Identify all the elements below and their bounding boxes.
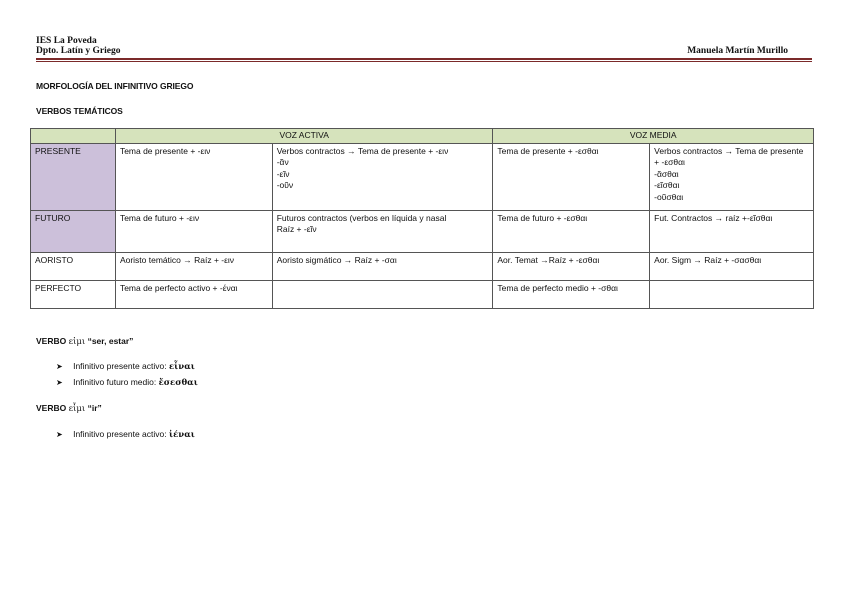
cell-media-1: Tema de futuro + -εσθαι: [493, 210, 650, 252]
table-row: [31, 210, 814, 252]
cell-line: Aor. Sigm → Raíz + -σασθαι: [654, 254, 762, 265]
cell-activa-2: [272, 143, 493, 210]
cell-line: -εῖν: [276, 168, 290, 179]
list-item: [56, 377, 198, 388]
row-label-presente: PRESENTE: [31, 143, 116, 210]
verbo-greek: εἰμι: [68, 337, 86, 347]
arrowhead-bullet-icon: ➤: [56, 378, 63, 387]
list-item: [56, 361, 195, 372]
item-label: Infinitivo presente activo:: [73, 361, 167, 371]
row-label-aoristo: AORISTO: [31, 252, 116, 280]
cell-activa-2: [272, 280, 493, 308]
header-rule: [36, 58, 812, 60]
infinitive-table: [30, 128, 814, 309]
cell-line: -οῦν: [276, 180, 294, 190]
row-label-futuro: FUTURO: [31, 210, 116, 252]
cell-activa-1: Tema de futuro + -ειν: [115, 210, 272, 252]
cell-line: Verbos contractos → Tema de presente + -ειν: [276, 145, 449, 156]
verbo-prefix: VERBO: [36, 336, 67, 346]
cell-activa-1: Tema de perfecto activo + -έναι: [115, 280, 272, 308]
cell-activa-1: Aoristo temático → Raíz + -ειν: [115, 252, 272, 280]
item-form: ἔσεσθαι: [158, 378, 198, 388]
author-name: Manuela Martín Murillo: [687, 46, 788, 56]
item-form: εἶναι: [169, 362, 195, 372]
verbo-eimi-ser-heading: [36, 336, 133, 347]
page-header: [36, 36, 812, 56]
cell-line: -ᾶσθαι: [654, 168, 679, 179]
verbo-eimi-ir-heading: [36, 403, 102, 414]
item-form: ἰέναι: [169, 430, 195, 440]
voz-activa-header: VOZ ACTIVA: [115, 129, 492, 144]
cell-activa-2: [272, 210, 493, 252]
verbo-greek: εἶμι: [68, 404, 86, 414]
cell-media-2: [650, 143, 814, 210]
cell-activa-2: [272, 252, 493, 280]
cell-line: Fut. Contractos → raíz +-εῖσθαι: [654, 212, 773, 223]
table-row: [31, 143, 814, 210]
cell-media-2: [650, 252, 814, 280]
table-row: [31, 252, 814, 280]
cell-line: Raíz + -εῖν: [276, 224, 317, 234]
cell-line: -εῖσθαι: [654, 180, 680, 190]
cell-media-1: Aor. Temat →Raíz + -εσθαι: [493, 252, 650, 280]
voz-media-header: VOZ MEDIA: [493, 129, 814, 144]
verbo-gloss: “ir”: [87, 403, 102, 413]
cell-line: Verbos contractos → Tema de presente + -εσθαι: [654, 145, 804, 167]
cell-media-1: Tema de presente + -εσθαι: [493, 143, 650, 210]
verbo-gloss: “ser, estar”: [87, 336, 134, 346]
table-row: [31, 280, 814, 308]
header-empty-cell: [31, 129, 116, 144]
list-item: [56, 429, 195, 440]
header-rule-thin: [36, 61, 812, 62]
cell-media-1: Tema de perfecto medio + -σθαι: [493, 280, 650, 308]
cell-line: -οῦσθαι: [654, 191, 684, 202]
item-label: Infinitivo presente activo:: [73, 429, 167, 439]
cell-media-2: [650, 280, 814, 308]
row-label-perfecto: PERFECTO: [31, 280, 116, 308]
table-header-row: [31, 129, 814, 144]
section-title: VERBOS TEMÁTICOS: [36, 106, 123, 116]
cell-line: Aoristo sigmático → Raíz + -σαι: [276, 254, 397, 265]
cell-media-2: [650, 210, 814, 252]
arrowhead-bullet-icon: ➤: [56, 430, 63, 439]
school-name: IES La Poveda: [36, 36, 97, 46]
department-name: Dpto. Latín y Griego: [36, 46, 121, 56]
item-label: Infinitivo futuro medio:: [73, 377, 157, 387]
cell-activa-1: Tema de presente + -ειν: [115, 143, 272, 210]
cell-line: Futuros contractos (verbos en líquida y nasal: [276, 212, 447, 223]
arrowhead-bullet-icon: ➤: [56, 362, 63, 371]
document-title: MORFOLOGÍA DEL INFINITIVO GRIEGO: [36, 81, 194, 91]
verbo-prefix: VERBO: [36, 403, 67, 413]
cell-line: -ᾶν: [276, 157, 289, 167]
